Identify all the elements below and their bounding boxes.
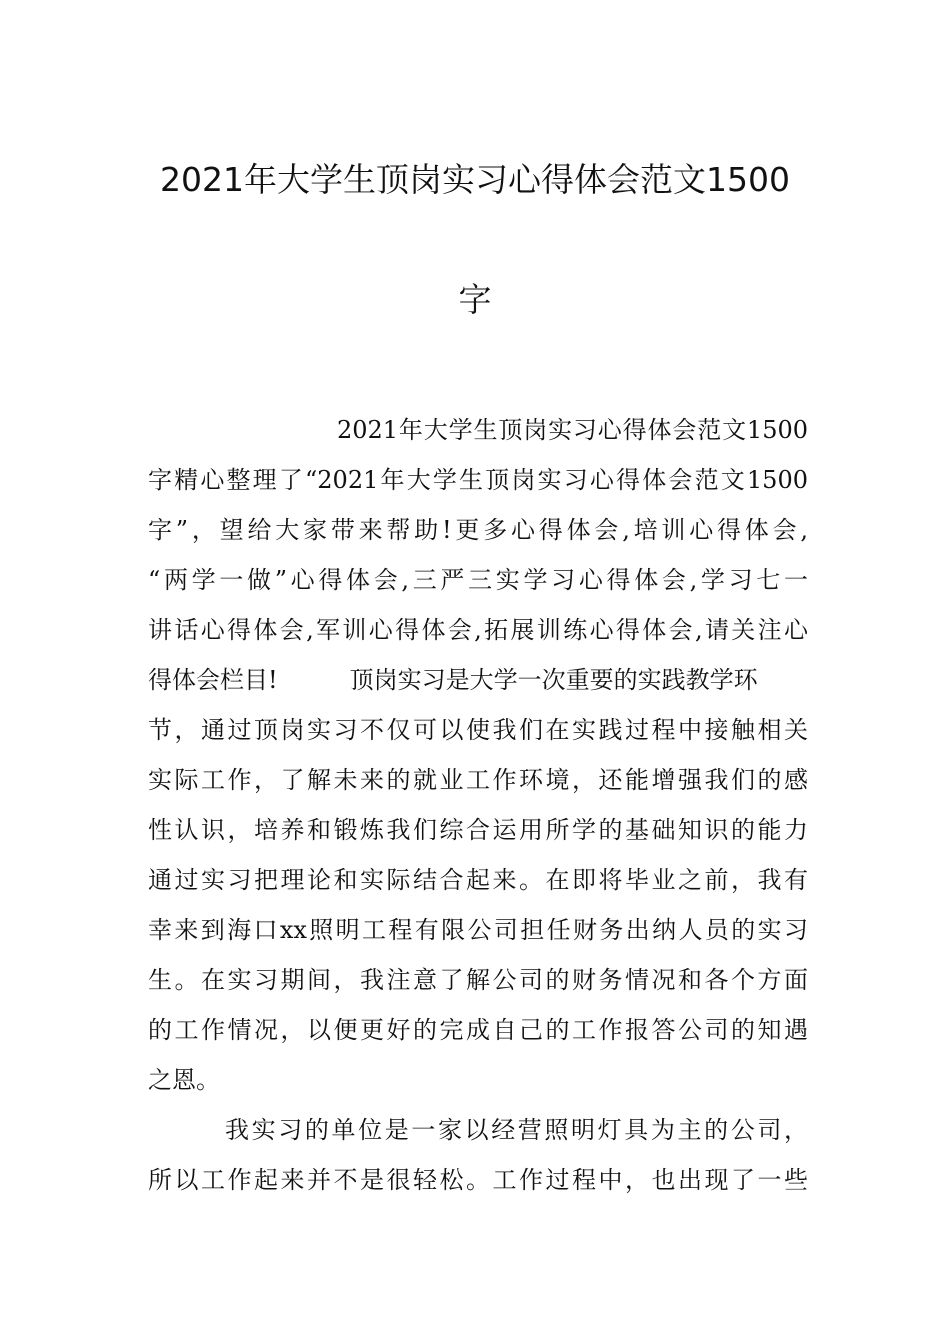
body-line: 我实习的单位是一家以经营照明灯具为主的公司， [225, 1116, 808, 1144]
body-line: 2021年大学生顶岗实习心得体会范文1500 [337, 416, 808, 444]
body-line-segment: 顶岗实习是大学一次重要的实践教学环 [349, 666, 758, 694]
body-line: 通过实习把理论和实际结合起来。在即将毕业之前，我有 [148, 866, 808, 894]
body-line: 节，通过顶岗实习不仅可以使我们在实践过程中接触相关 [148, 716, 808, 744]
body-line: 性认识，培养和锻炼我们综合运用所学的基础知识的能力 [148, 816, 808, 844]
body-line-mixed [148, 665, 808, 695]
body-line: 的工作情况，以便更好的完成自己的工作报答公司的知遇 [148, 1016, 808, 1044]
body-line: 幸来到海口xx照明工程有限公司担任财务出纳人员的实习 [148, 916, 808, 944]
document-title-line-1: 2021年大学生顶岗实习心得体会范文1500 [160, 160, 790, 199]
document-title-line-2: 字 [458, 280, 492, 319]
body-line: 所以工作起来并不是很轻松。工作过程中，也出现了一些 [148, 1166, 808, 1194]
body-line: 字”，望给大家带来帮助!更多心得体会,培训心得体会, [148, 516, 808, 544]
body-line-segment: 得体会栏目! [148, 666, 278, 694]
body-line: “两学一做”心得体会,三严三实学习心得体会,学习七一 [148, 566, 808, 594]
body-line: 实际工作，了解未来的就业工作环境，还能增强我们的感 [148, 766, 808, 794]
body-line: 生。在实习期间，我注意了解公司的财务情况和各个方面 [148, 966, 808, 994]
body-line: 讲话心得体会,军训心得体会,拓展训练心得体会,请关注心 [148, 616, 808, 644]
body-line: 字精心整理了“2021年大学生顶岗实习心得体会范文1500 [148, 466, 808, 494]
body-line: 之恩。 [148, 1066, 220, 1094]
